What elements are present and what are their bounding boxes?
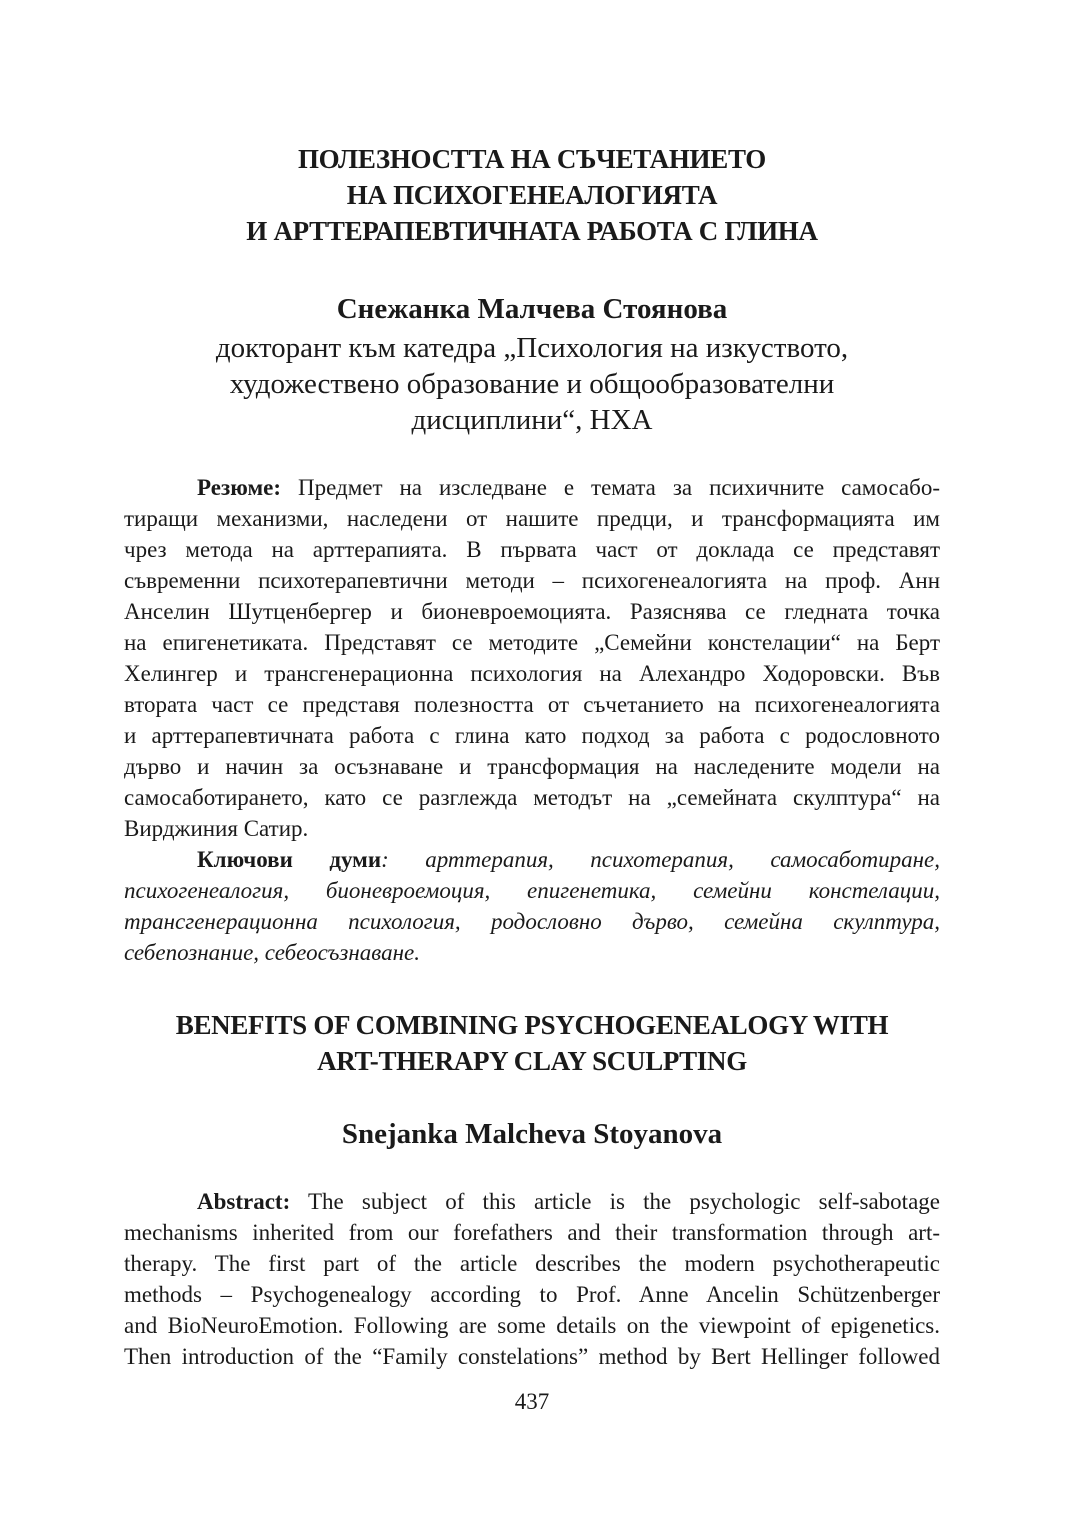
abstract-label: Резюме: bbox=[197, 475, 282, 500]
title-line: ПОЛЕЗНОСТТА НА СЪЧЕТАНИЕТО bbox=[297, 144, 767, 174]
title-english bbox=[124, 1007, 940, 1079]
abstract-line: на епигенетиката. Представят се методите „Семейни констелации“ на Берт bbox=[124, 630, 940, 655]
affiliation-line: докторант към катедра „Психология на изкуството, bbox=[215, 332, 849, 364]
article-page bbox=[124, 0, 940, 1530]
keywords-line: психогенеалогия, бионевроемоция, епигенетика, семейни констелации, bbox=[124, 878, 940, 903]
keywords-line: Ключови думи: арттерапия, психотерапия, самосаботиране, bbox=[197, 847, 941, 872]
author-bulgarian: Снежанка Малчева Стоянова bbox=[336, 293, 728, 325]
title-line: BENEFITS OF COMBINING PSYCHOGENEALOGY WITH bbox=[175, 1010, 889, 1040]
keywords-bulgarian bbox=[124, 844, 940, 968]
affiliation-line: художествено образование и общообразователни bbox=[229, 368, 835, 400]
abstract-line: самосаботирането, като се разглежда методът на „семейната скулптура“ на bbox=[124, 785, 940, 810]
abstract-line: втората част се представя полезността от съчетанието на психогенеалогията bbox=[124, 692, 940, 717]
abstract-line: и арттерапевтичната работа с глина като подход за работа с родословното bbox=[124, 723, 940, 748]
keywords-line: трансгенерационна психология, родословно дърво, семейна скулптура, bbox=[124, 909, 940, 934]
affiliation-line: дисциплини“, НХА bbox=[411, 404, 653, 436]
abstract-line: Хелингер и трансгенерационна психология на Алехандро Ходоровски. Във bbox=[124, 661, 940, 686]
abstract-line: mechanisms inherited from our forefathers and their transformation through art- bbox=[124, 1220, 940, 1245]
abstract-line: Abstract: The subject of this article is the psychologic self-sabotage bbox=[197, 1189, 940, 1214]
title-bulgarian bbox=[124, 141, 940, 249]
title-line: ART-THERAPY CLAY SCULPTING bbox=[317, 1046, 747, 1076]
abstract-english bbox=[124, 1186, 940, 1372]
abstract-line: Резюме: Предмет на изследване е темата за психичните самосабо- bbox=[197, 475, 940, 500]
abstract-line: дърво и начин за осъзнаване и трансформация на наследените модели на bbox=[124, 754, 940, 779]
abstract-line: съвременни психотерапевтични методи – психогенеалогията на проф. Анн bbox=[124, 568, 940, 593]
keywords-label: Ключови думи bbox=[197, 847, 382, 872]
abstract-bulgarian bbox=[124, 472, 940, 844]
abstract-line: methods – Psychogenealogy according to Prof. Anne Ancelin Schützenberger bbox=[124, 1282, 940, 1307]
abstract-line: and BioNeuroEmotion. Following are some details on the viewpoint of epigenetics. bbox=[124, 1313, 940, 1338]
author-affiliation bbox=[124, 330, 940, 438]
author-english: Snejanka Malcheva Stoyanova bbox=[341, 1118, 723, 1150]
abstract-line: therapy. The first part of the article describes the modern psychotherapeutic bbox=[124, 1251, 940, 1276]
title-line: НА ПСИХОГЕНЕАЛОГИЯТА bbox=[346, 180, 718, 210]
keywords-line: себепознание, себеосъзнаване. bbox=[124, 940, 420, 965]
abstract-label: Abstract: bbox=[197, 1189, 291, 1214]
title-line: И АРТТЕРАПЕВТИЧНАТА РАБОТА С ГЛИНА bbox=[246, 216, 818, 246]
page-number: 437 bbox=[514, 1389, 550, 1414]
abstract-line: Then introduction of the “Family constelations” method by Bert Hellinger followed bbox=[124, 1344, 940, 1369]
abstract-line: Анселин Шутценбергер и бионевроемоцията. Разяснява се гледната точка bbox=[124, 599, 940, 624]
abstract-line: чрез метода на арттерапията. В първата част от доклада се представят bbox=[124, 537, 940, 562]
abstract-line: Вирджиния Сатир. bbox=[124, 816, 309, 841]
abstract-line: тиращи механизми, наследени от нашите предци, и трансформацията им bbox=[124, 506, 940, 531]
